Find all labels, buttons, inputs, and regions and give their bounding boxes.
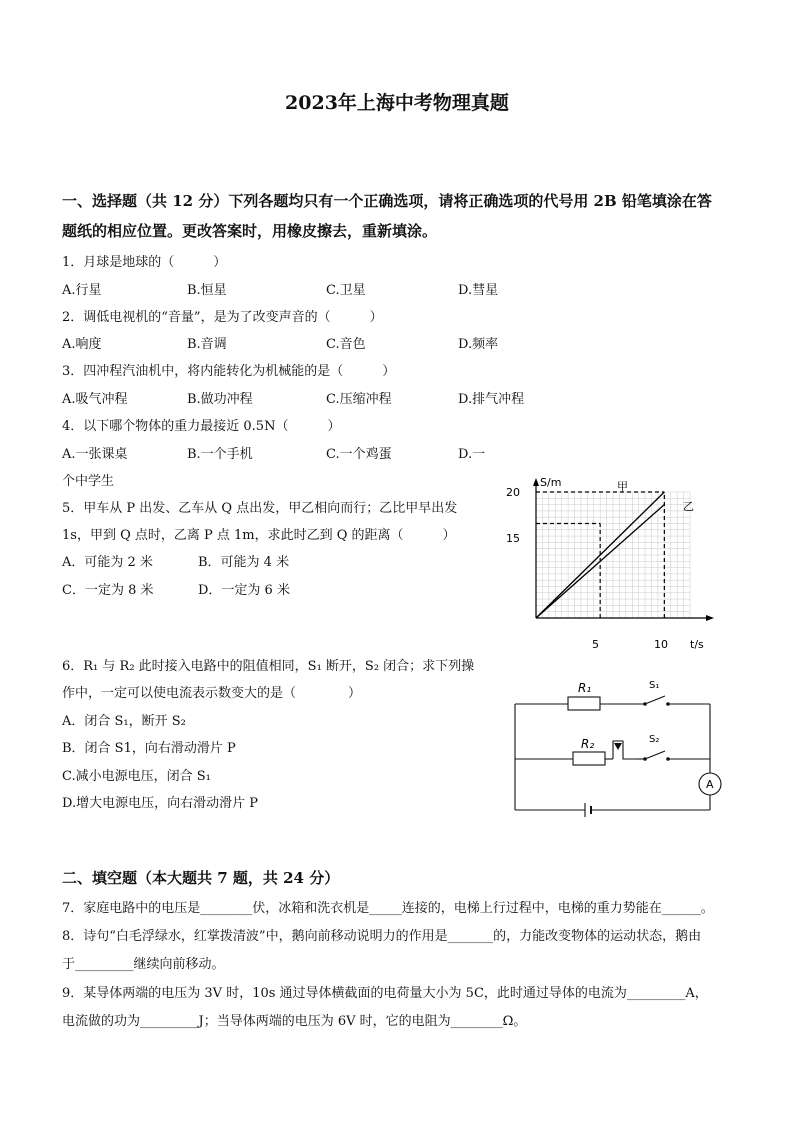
q5-option-a: A．可能为 2 米 xyxy=(62,555,153,570)
q5-option-b: B．可能为 4 米 xyxy=(198,555,290,570)
q8-line2: 于_________继续向前移动。 xyxy=(62,957,225,972)
q4-option-c: C.一个鸡蛋 xyxy=(326,447,392,462)
q5-option-d: D．一定为 6 米 xyxy=(198,583,290,598)
q6-option-b: B．闭合 S1，向右滑动滑片 P xyxy=(62,741,236,756)
q6-option-a: A．闭合 S₁，断开 S₂ xyxy=(62,714,186,729)
q4-stem: 4．以下哪个物体的重力最接近 0.5N（ ） xyxy=(62,419,341,434)
q9-line1: 9．某导体两端的电压为 3V 时，10s 通过导体横截面的电荷量大小为 5C，此时通过导体的电流为_________A， xyxy=(62,986,708,1001)
q3-option-a: A.吸气冲程 xyxy=(62,392,128,407)
x-tick-label-10: 10 xyxy=(654,638,668,651)
q8-line1: 8．诗句“白毛浮绿水，红掌拨清波”中，鹅向前移动说明力的作用是_______的，力能改变物体的运动状态，鹅由 xyxy=(62,929,702,944)
x-axis-arrow xyxy=(706,615,714,621)
q6-option-c: C.减小电源电压，闭合 S₁ xyxy=(62,769,211,784)
resistor-r2 xyxy=(573,752,605,765)
y-axis-arrow xyxy=(533,478,539,486)
q2-option-b: B.音调 xyxy=(187,337,227,352)
switch-s2-blade xyxy=(645,751,665,759)
q9-line2: 电流做的功为_________J；当导体两端的电压为 6V 时，它的电阻为________Ω。 xyxy=(62,1014,527,1029)
s2-label: S₂ xyxy=(649,734,660,745)
section1-heading-line2: 题纸的相应位置。更改答案时，用橡皮擦去，重新填涂。 xyxy=(62,222,438,240)
x-tick-label-5: 5 xyxy=(592,638,599,651)
circuit-diagram xyxy=(505,672,730,822)
q6-line2: 作中，一定可以使电流表示数变大的是（ ） xyxy=(62,686,362,701)
y-tick-label-20: 20 xyxy=(506,486,520,499)
r1-label: R₁ xyxy=(578,681,592,695)
q3-option-b: B.做功冲程 xyxy=(187,392,253,407)
q6-line1: 6．R₁ 与 R₂ 此时接入电路中的阻值相同，S₁ 断开，S₂ 闭合；求下列操 xyxy=(62,659,475,674)
slider-arrow xyxy=(614,743,622,750)
series-label-yi: 乙 xyxy=(683,500,694,513)
q1-option-c: C.卫星 xyxy=(326,283,366,298)
q4-option-d-wrap: 个中学生 xyxy=(62,474,115,489)
q4-option-d: D.一 xyxy=(458,447,486,462)
y-axis-label: S/m xyxy=(540,476,562,489)
q3-option-d: D.排气冲程 xyxy=(458,392,525,407)
q2-option-a: A.响度 xyxy=(62,337,102,352)
q4-option-a: A.一张课桌 xyxy=(62,447,128,462)
y-tick-label-15: 15 xyxy=(506,532,520,545)
s1-label: S₁ xyxy=(649,680,660,691)
q3-stem: 3．四冲程汽油机中，将内能转化为机械能的是（ ） xyxy=(62,364,396,379)
q3-option-c: C.压缩冲程 xyxy=(326,392,392,407)
q2-stem: 2．调低电视机的“音量”，是为了改变声音的（ ） xyxy=(62,310,383,325)
distance-time-chart xyxy=(500,470,730,660)
q5-line1: 5．甲车从 P 出发、乙车从 Q 点出发，甲乙相向而行；乙比甲早出发 xyxy=(62,501,458,516)
x-axis-label: t/s xyxy=(690,638,704,651)
section1-heading-line1: 一、选择题（共 12 分）下列各题均只有一个正确选项，请将正确选项的代号用 2B 铅笔填涂在答 xyxy=(62,192,712,210)
q6-option-d: D.增大电源电压，向右滑动滑片 P xyxy=(62,796,258,811)
q5-line2: 1s，甲到 Q 点时，乙离 P 点 1m，求此时乙到 Q 的距离（ ） xyxy=(62,528,456,543)
q1-option-b: B.恒星 xyxy=(187,283,227,298)
section2-heading: 二、填空题（本大题共 7 题，共 24 分） xyxy=(62,869,340,887)
q2-option-c: C.音色 xyxy=(326,337,366,352)
q1-option-a: A.行星 xyxy=(62,283,102,298)
chart-grid xyxy=(536,492,690,618)
page-title: 2023年上海中考物理真题 xyxy=(285,92,509,114)
q4-option-b: B.一个手机 xyxy=(187,447,253,462)
q1-stem: 1．月球是地球的（ ） xyxy=(62,255,227,270)
q7-text: 7．家庭电路中的电压是________伏，冰箱和洗衣机是_____连接的，电梯上行过程中，电梯的重力势能在______。 xyxy=(62,901,714,916)
r2-label: R₂ xyxy=(581,737,595,751)
switch-s1-blade xyxy=(645,696,665,704)
q5-option-c: C．一定为 8 米 xyxy=(62,583,154,598)
resistor-r1 xyxy=(568,697,600,710)
q2-option-d: D.频率 xyxy=(458,337,499,352)
q1-option-d: D.彗星 xyxy=(458,283,499,298)
ammeter-label: A xyxy=(706,778,714,791)
series-label-jia: 甲 xyxy=(617,480,628,493)
